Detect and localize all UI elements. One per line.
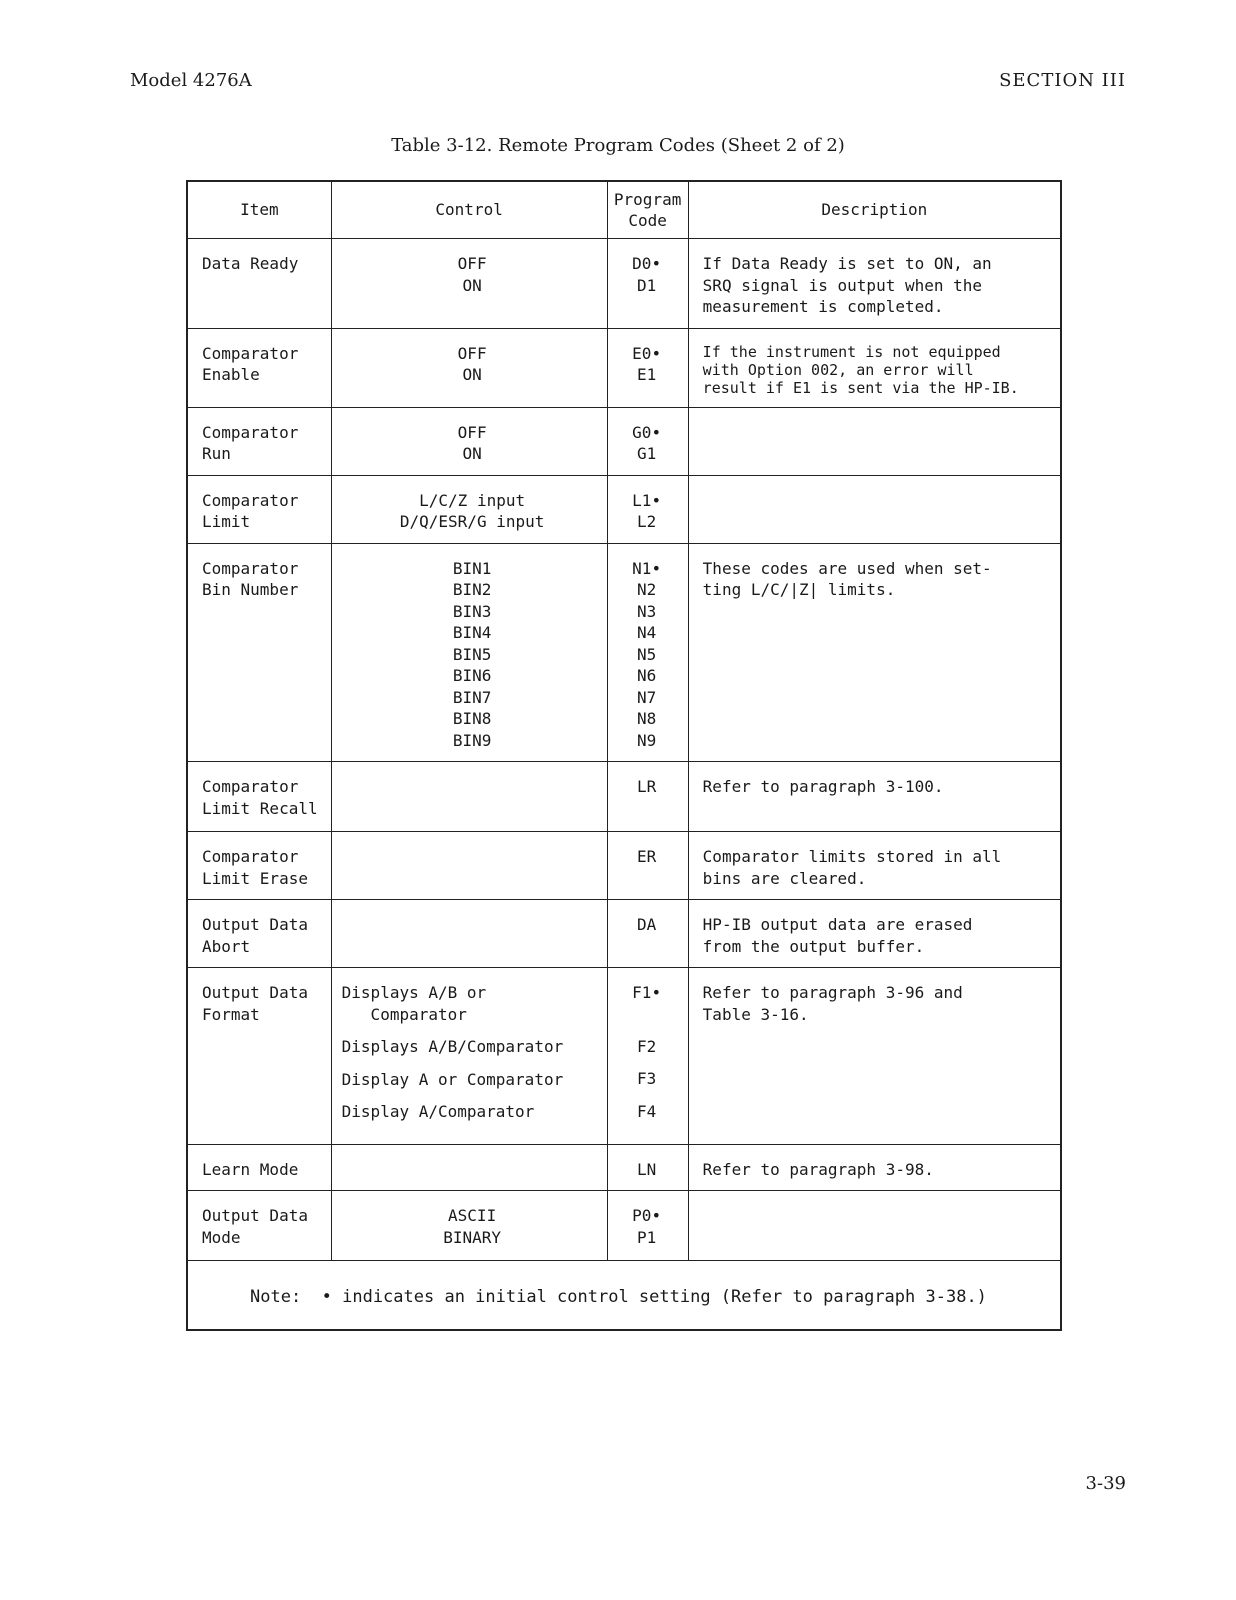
- program-code: D1: [637, 275, 657, 295]
- program-code: ER: [637, 847, 657, 866]
- row-control: [331, 407, 607, 475]
- row-item-label: Comparator Limit Recall: [202, 777, 318, 818]
- control-value: BIN3: [452, 601, 492, 621]
- row-item: [187, 968, 331, 1145]
- program-code: F1•: [632, 983, 662, 1002]
- row-item: [187, 900, 331, 968]
- program-code: F4: [637, 1101, 657, 1121]
- row-description-text: Refer to paragraph 3-100.: [702, 777, 944, 796]
- program-code: DA: [637, 915, 657, 934]
- row-description: [688, 407, 1061, 475]
- table-row: [187, 1191, 1061, 1261]
- note-text: Note: • indicates an initial control setting (Refer to paragraph 3-38.): [250, 1287, 987, 1307]
- control-value: BIN7: [452, 687, 492, 707]
- table-row: [187, 968, 1061, 1145]
- row-description: [688, 328, 1061, 407]
- row-control: [331, 1144, 607, 1191]
- row-code: [607, 1191, 688, 1261]
- row-control: [331, 762, 607, 832]
- row-control: [331, 832, 607, 900]
- table-caption: Table 3-12. Remote Program Codes (Sheet 2 of 2): [391, 135, 845, 156]
- control-value: Display A/Comparator: [341, 1102, 535, 1121]
- program-code: LN: [637, 1159, 657, 1179]
- control-value: BINARY: [443, 1227, 502, 1247]
- row-item-label: Comparator Run: [202, 422, 299, 463]
- row-description-text: If the instrument is not equipped with Option 002, an error will result if E1 is sent via the HP-IB.: [702, 342, 1019, 397]
- note-row: [187, 1261, 1061, 1330]
- row-description-text: Refer to paragraph 3-98.: [702, 1159, 934, 1179]
- program-code: G0•: [632, 422, 662, 442]
- control-value: D/Q/ESR/G input: [399, 512, 545, 531]
- control-value: ON: [462, 365, 482, 384]
- row-code: [607, 475, 688, 543]
- program-code: N6: [637, 666, 657, 685]
- row-control: [331, 900, 607, 968]
- row-description: [688, 475, 1061, 543]
- row-code: [607, 762, 688, 832]
- row-description: [688, 1144, 1061, 1191]
- row-item: [187, 832, 331, 900]
- row-control: [331, 968, 607, 1145]
- control-value: ON: [462, 275, 482, 295]
- row-item-label: Comparator Enable: [202, 343, 299, 384]
- row-description-text: If Data Ready is set to ON, an SRQ signal is output when the measurement is completed.: [702, 254, 992, 316]
- program-code: L2: [637, 512, 657, 531]
- control-value: BIN8: [452, 709, 492, 728]
- col-header-control: [331, 181, 607, 239]
- row-description-text: HP-IB output data are erased from the output buffer.: [702, 915, 973, 956]
- table-row: [187, 900, 1061, 968]
- control-value: L/C/Z input: [419, 490, 526, 510]
- col-header-code-label: Program Code: [613, 189, 682, 230]
- row-item-label: Data Ready: [202, 254, 299, 273]
- row-description: [688, 968, 1061, 1145]
- program-code: P0•: [632, 1206, 662, 1225]
- program-code: N2: [637, 580, 657, 599]
- row-control: [331, 1191, 607, 1261]
- row-item: [187, 1144, 331, 1191]
- table-row: [187, 407, 1061, 475]
- row-description: [688, 543, 1061, 762]
- program-code: N9: [637, 730, 657, 750]
- col-header-code: [607, 181, 688, 239]
- row-item: [187, 475, 331, 543]
- table-header-row: [187, 181, 1061, 239]
- control-value: BIN9: [452, 730, 492, 750]
- control-value: BIN2: [452, 580, 492, 599]
- control-value: OFF: [457, 343, 487, 363]
- col-header-item: [187, 181, 331, 239]
- row-code: [607, 832, 688, 900]
- row-code: [607, 239, 688, 329]
- row-description-text: Comparator limits stored in all bins are cleared.: [702, 847, 1002, 888]
- program-code: E1: [637, 365, 657, 384]
- program-code: LR: [637, 777, 657, 796]
- row-item: [187, 1191, 331, 1261]
- control-value: ASCII: [448, 1206, 497, 1225]
- row-item-label: Learn Mode: [202, 1159, 299, 1179]
- col-header-control-label: Control: [435, 200, 503, 220]
- program-code: F3: [637, 1069, 657, 1088]
- program-code: N5: [637, 644, 657, 664]
- program-code: D0•: [632, 254, 662, 273]
- header-section: SECTION III: [999, 70, 1126, 91]
- note-cell: [187, 1261, 1061, 1330]
- remote-program-codes-table: [186, 180, 1062, 1331]
- control-value: Display A or Comparator: [341, 1069, 564, 1089]
- control-value: OFF: [457, 254, 487, 273]
- row-code: [607, 328, 688, 407]
- table-row: [187, 328, 1061, 407]
- control-value: BIN5: [452, 644, 492, 664]
- table-row: [187, 762, 1061, 832]
- row-control: [331, 328, 607, 407]
- page-number: 3-39: [1085, 1473, 1126, 1494]
- table-row: [187, 832, 1061, 900]
- program-code: E0•: [632, 343, 662, 363]
- row-code: [607, 968, 688, 1145]
- table-row: [187, 1144, 1061, 1191]
- control-value: Displays A/B or Comparator: [341, 983, 487, 1024]
- program-code: N1•: [632, 558, 662, 578]
- program-code: G1: [637, 444, 657, 463]
- row-item-label: Comparator Limit: [202, 490, 299, 531]
- header-model: Model 4276A: [130, 70, 252, 91]
- row-description: [688, 832, 1061, 900]
- col-header-item-label: Item: [240, 200, 279, 220]
- row-code: [607, 900, 688, 968]
- program-code: N3: [637, 601, 657, 621]
- row-control: [331, 475, 607, 543]
- row-item-label: Comparator Bin Number: [202, 558, 299, 599]
- control-value: BIN4: [452, 623, 492, 642]
- col-header-description: [688, 181, 1061, 239]
- row-item-label: Output Data Format: [202, 983, 308, 1024]
- row-description: [688, 1191, 1061, 1261]
- row-item: [187, 407, 331, 475]
- row-item: [187, 328, 331, 407]
- row-description-text: These codes are used when set- ting L/C/|Z| limits.: [702, 558, 992, 599]
- table-row: [187, 239, 1061, 329]
- program-code: N4: [637, 623, 657, 642]
- row-item-label: Output Data Mode: [202, 1206, 308, 1247]
- col-header-description-label: Description: [821, 200, 928, 220]
- control-value: ON: [462, 444, 482, 463]
- program-code: L1•: [632, 490, 662, 510]
- control-value: Displays A/B/Comparator: [341, 1037, 564, 1056]
- row-code: [607, 543, 688, 762]
- program-code: N8: [637, 709, 657, 728]
- row-item-label: Output Data Abort: [202, 915, 308, 956]
- row-description: [688, 762, 1061, 832]
- row-code: [607, 407, 688, 475]
- row-description: [688, 239, 1061, 329]
- row-description-text: Refer to paragraph 3-96 and Table 3-16.: [702, 983, 963, 1024]
- row-item: [187, 762, 331, 832]
- row-control: [331, 239, 607, 329]
- row-item-label: Comparator Limit Erase: [202, 847, 308, 888]
- table-row: [187, 475, 1061, 543]
- table-row: [187, 543, 1061, 762]
- row-item: [187, 543, 331, 762]
- program-code: F2: [637, 1036, 657, 1056]
- row-control: [331, 543, 607, 762]
- control-value: BIN6: [452, 666, 492, 685]
- control-value: BIN1: [452, 558, 492, 578]
- control-value: OFF: [457, 422, 487, 442]
- row-code: [607, 1144, 688, 1191]
- row-item: [187, 239, 331, 329]
- program-code: P1: [637, 1227, 657, 1247]
- row-description: [688, 900, 1061, 968]
- program-code: N7: [637, 687, 657, 707]
